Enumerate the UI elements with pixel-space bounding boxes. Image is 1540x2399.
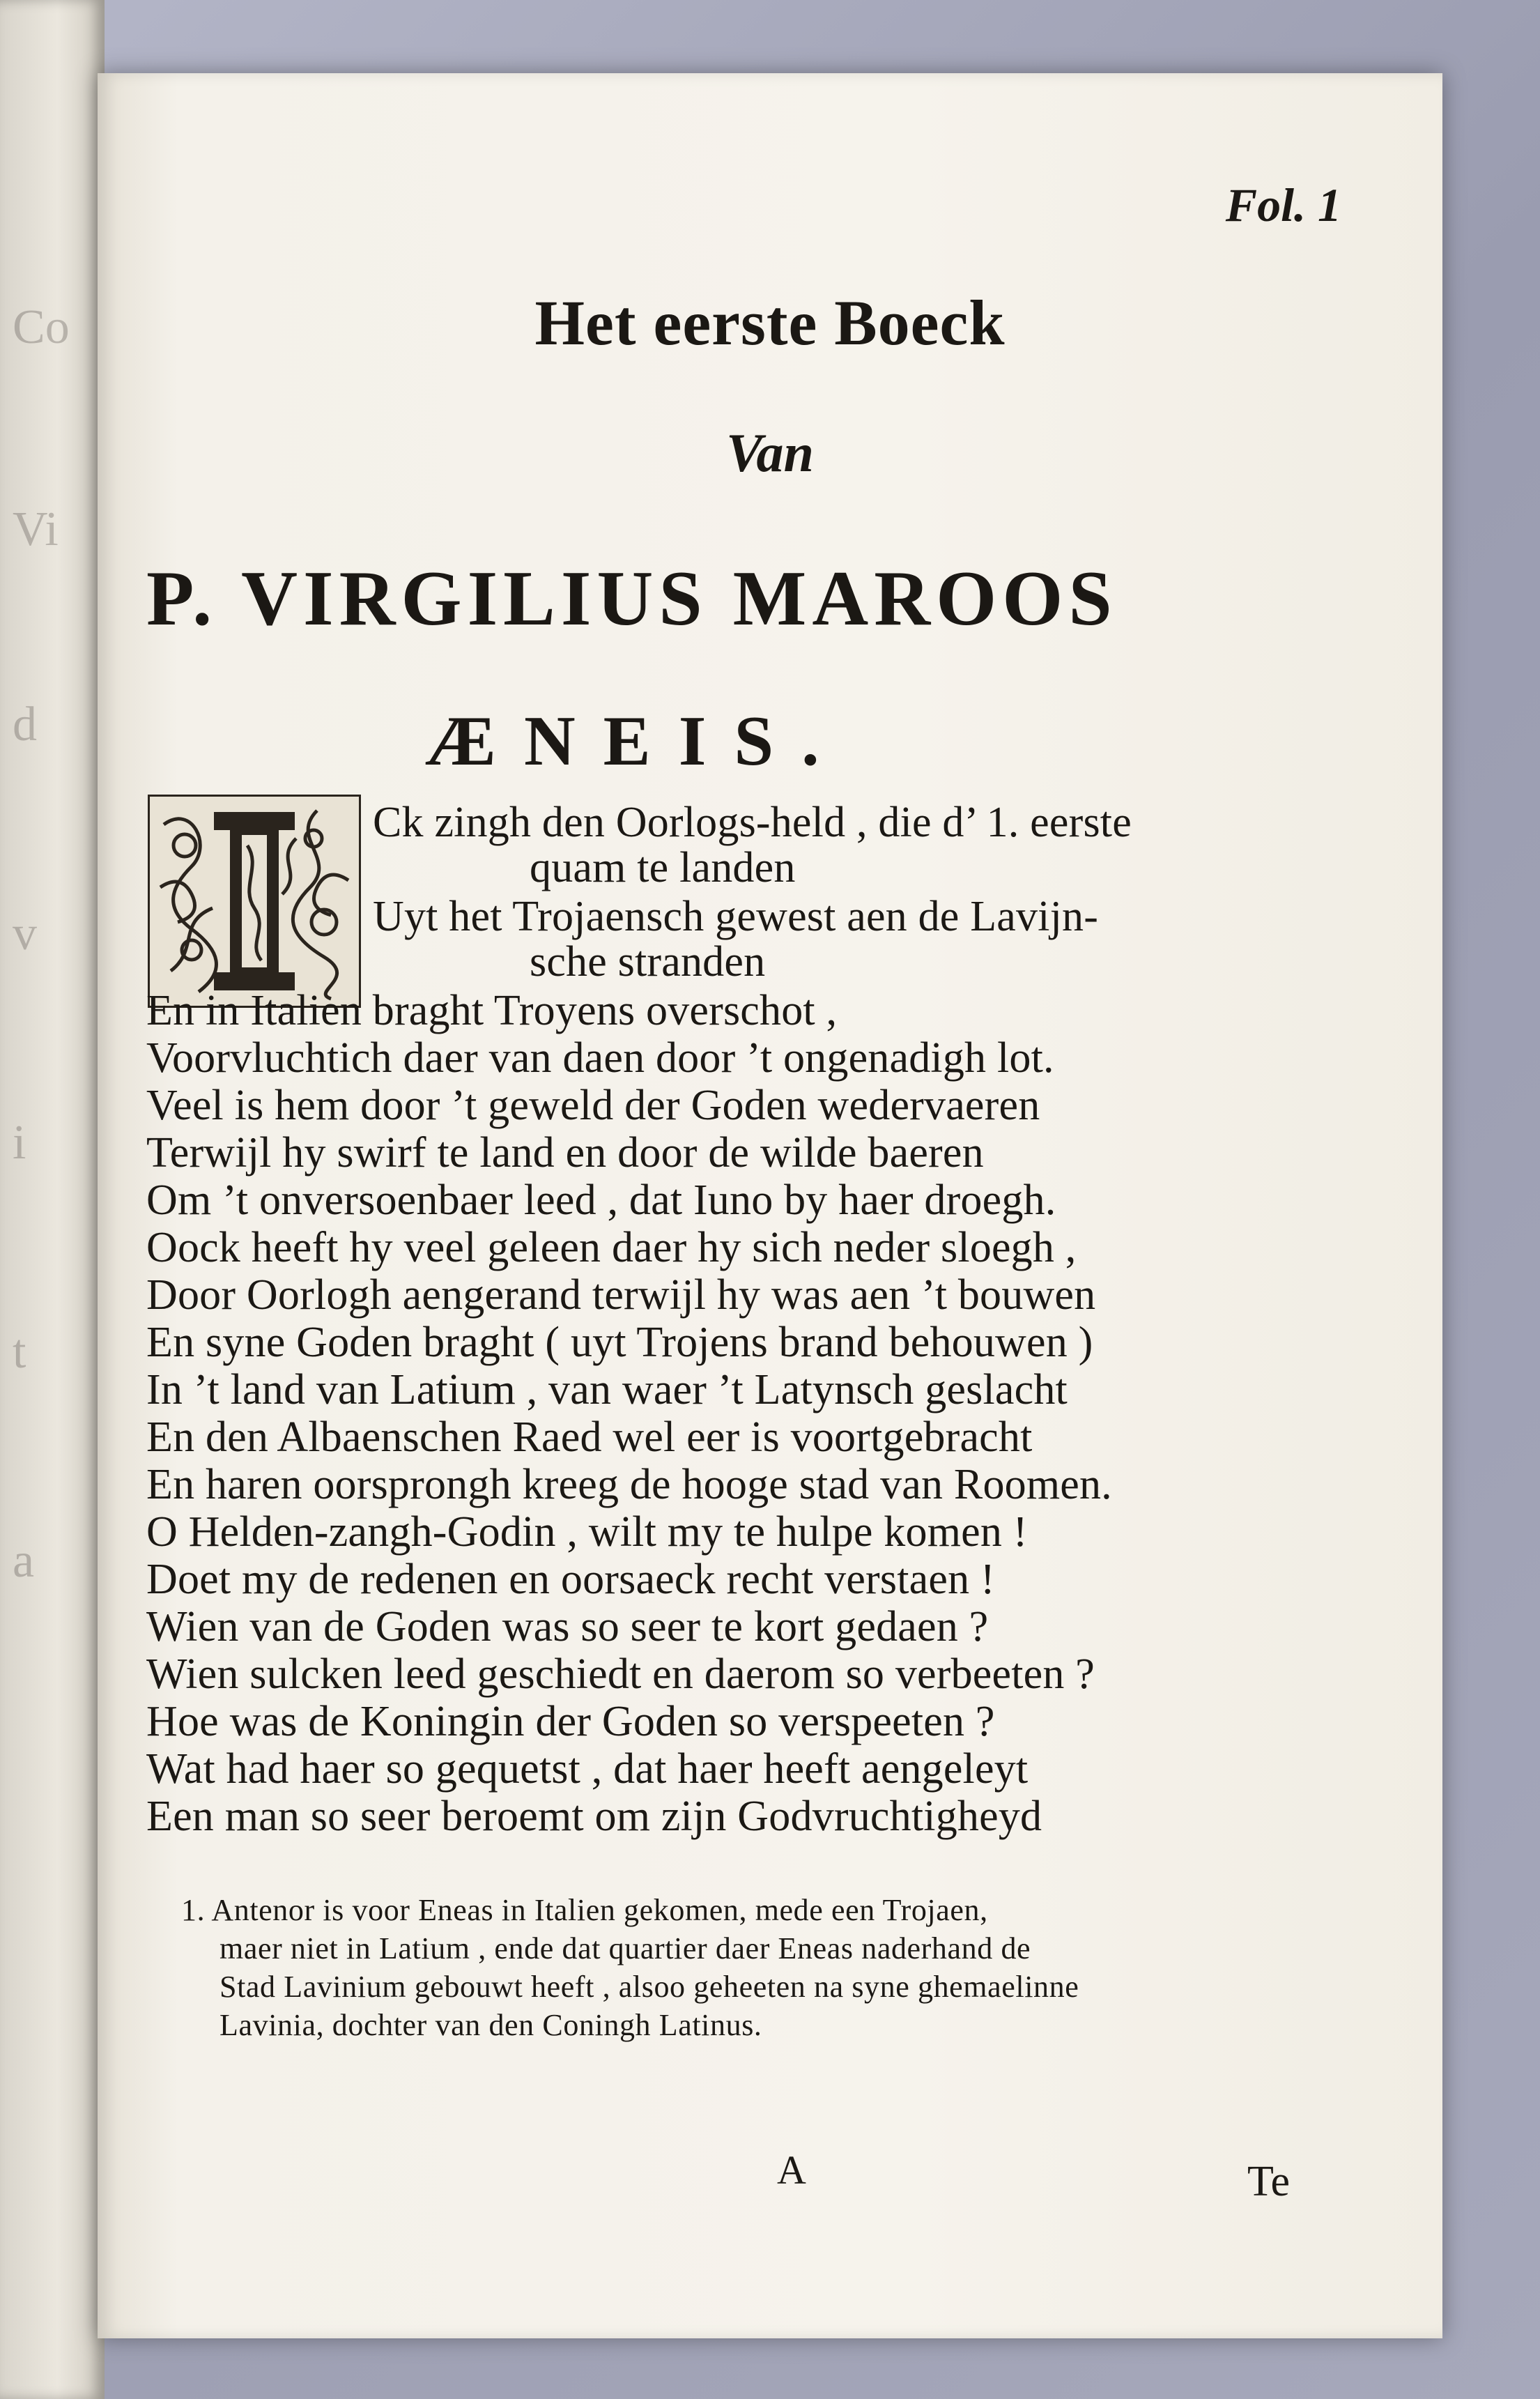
footnote-line: 1. Antenor is voor Eneas in Italien gekomen, mede een Trojaen, <box>181 1893 988 1927</box>
verse-line: Voorvluchtich daer van daen door ’t ongenadigh lot. <box>146 1034 1054 1082</box>
verse-line: O Helden-zangh-Godin , wilt my te hulpe komen ! <box>146 1508 1028 1556</box>
verse-line: quam te landen <box>530 844 796 891</box>
verse-line: sche stranden <box>530 938 766 986</box>
verse-line: Ck zingh den Oorlogs-held , die d’ 1. eerste <box>373 799 1132 846</box>
folio-number: Fol. 1 <box>1225 178 1341 231</box>
verse-line: Veel is hem door ’t geweld der Goden wedervaeren <box>146 1082 1040 1129</box>
verse-line: En den Albaenschen Raed wel eer is voortgebracht <box>146 1413 1033 1461</box>
verse-line: Wien van de Goden was so seer te kort gedaen ? <box>146 1603 989 1650</box>
verse-line: Wien sulcken leed geschiedt en daerom so verbeeten ? <box>146 1650 1095 1698</box>
verse-line: Uyt het Trojaensch gewest aen de Lavijn- <box>373 893 1099 940</box>
decorated-initial-i-icon <box>148 795 361 1008</box>
verse-line: In ’t land van Latium , van waer ’t Latynsch geslacht <box>146 1366 1068 1413</box>
signature-mark: A <box>777 2147 806 2193</box>
footnote-line: Lavinia, dochter van den Coningh Latinus. <box>220 2008 762 2042</box>
verse-line: Oock heeft hy veel geleen daer hy sich neder sloegh , <box>146 1224 1077 1271</box>
footnote-line: Stad Lavinium gebouwt heeft , alsoo geheeten na syne ghemaelinne <box>220 1970 1079 2004</box>
book-title: Het eerste Boeck <box>534 287 1006 358</box>
footnote-line: maer niet in Latium , ende dat quartier daer Eneas naderhand de <box>220 1931 1031 1965</box>
verse-line: Doet my de redenen en oorsaeck recht verstaen ! <box>146 1556 995 1603</box>
verse-line: Hoe was de Koningin der Goden so verspeeten ? <box>146 1698 995 1745</box>
verse-line: Een man so seer beroemt om zijn Godvruchtigheyd <box>146 1793 1042 1840</box>
verse-line: Om ’t onversoenbaer leed , dat Iuno by haer droegh. <box>146 1176 1056 1224</box>
title-van: Van <box>726 422 814 483</box>
work-title: ÆNEIS. <box>425 702 847 781</box>
verse-line: Wat had haer so gequetst , dat haer heeft aengeleyt <box>146 1745 1029 1793</box>
catchword: Te <box>1247 2158 1291 2205</box>
verse-line: En syne Goden braght ( uyt Trojens brand behouwen ) <box>146 1319 1093 1366</box>
facing-page-edge: Co Vi d v i t a <box>0 0 105 2399</box>
author-heading: P. VIRGILIUS MAROOS <box>146 555 1118 642</box>
verse-line: Door Oorlogh aengerand terwijl hy was aen ’t bouwen <box>146 1271 1096 1319</box>
verse-line: En in Italien braght Troyens overschot , <box>146 987 838 1034</box>
verse-line: Terwijl hy swirf te land en door de wilde baeren <box>146 1129 984 1176</box>
book-page <box>98 73 1442 2338</box>
verse-line: En haren oorsprongh kreeg de hooge stad van Roomen. <box>146 1461 1112 1508</box>
